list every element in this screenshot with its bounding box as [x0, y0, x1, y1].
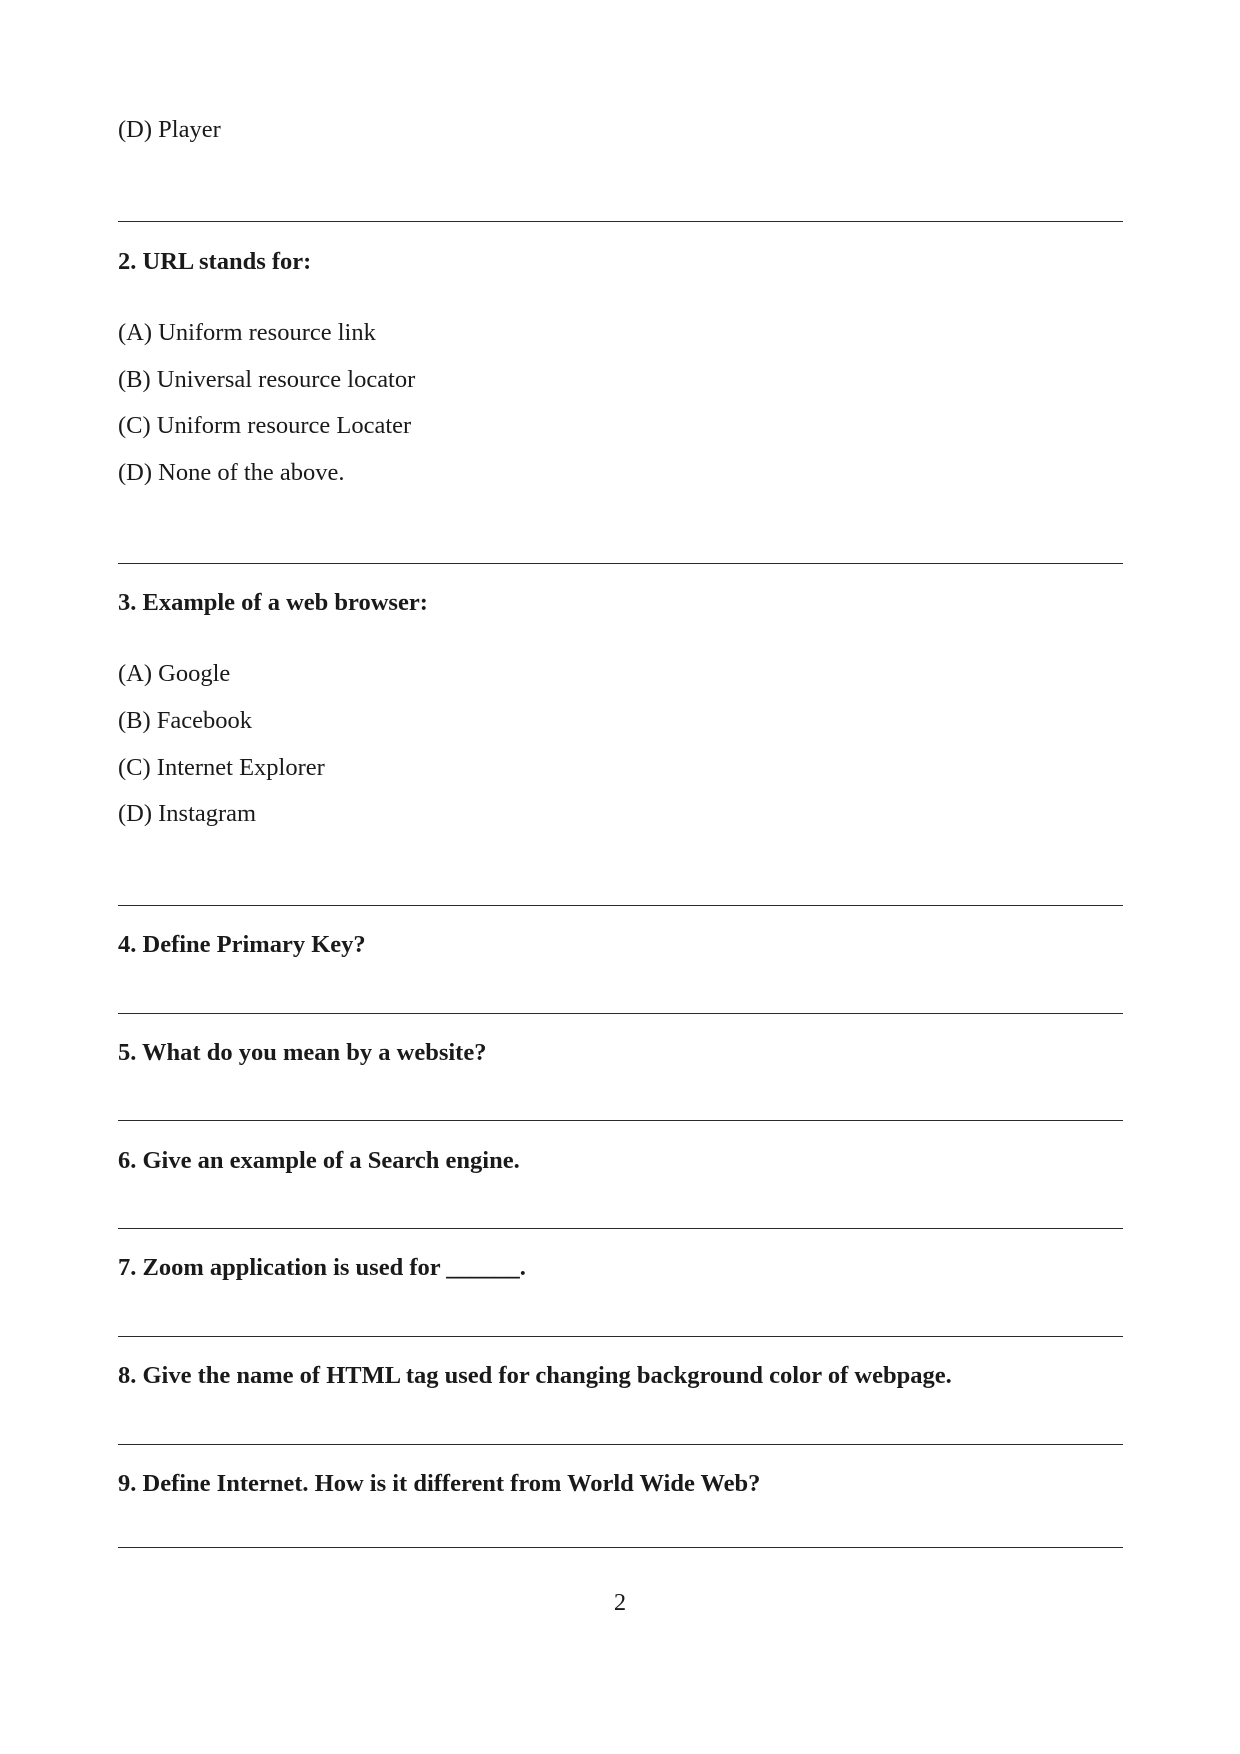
- divider: [118, 1013, 1123, 1014]
- divider: [118, 1336, 1123, 1337]
- q3-option-a: (A) Google: [118, 660, 231, 687]
- q3-title: 3. Example of a web browser:: [118, 589, 428, 616]
- q2-title: 2. URL stands for:: [118, 248, 312, 275]
- divider: [118, 905, 1123, 906]
- q2-option-b: (B) Universal resource locator: [118, 366, 416, 393]
- divider: [118, 563, 1123, 564]
- q8-title: 8. Give the name of HTML tag used for changing background color of webpage.: [118, 1362, 952, 1389]
- page-number: 2: [613, 1589, 627, 1616]
- q2-option-d: (D) None of the above.: [118, 459, 345, 486]
- divider: [118, 1444, 1123, 1445]
- divider: [118, 1120, 1123, 1121]
- q3-option-c: (C) Internet Explorer: [118, 754, 325, 781]
- q3-option-b: (B) Facebook: [118, 707, 253, 734]
- divider: [118, 1228, 1123, 1229]
- divider: [118, 1547, 1123, 1548]
- q3-option-d: (D) Instagram: [118, 800, 257, 827]
- q1-option-d: (D) Player: [118, 116, 221, 143]
- q2-option-c: (C) Uniform resource Locater: [118, 412, 412, 439]
- divider: [118, 221, 1123, 222]
- q6-title: 6. Give an example of a Search engine.: [118, 1147, 520, 1174]
- q4-title: 4. Define Primary Key?: [118, 931, 366, 958]
- q7-title: 7. Zoom application is used for ______.: [118, 1254, 526, 1281]
- q5-title: 5. What do you mean by a website?: [118, 1039, 487, 1066]
- q9-title: 9. Define Internet. How is it different from World Wide Web?: [118, 1470, 761, 1497]
- q2-option-a: (A) Uniform resource link: [118, 319, 376, 346]
